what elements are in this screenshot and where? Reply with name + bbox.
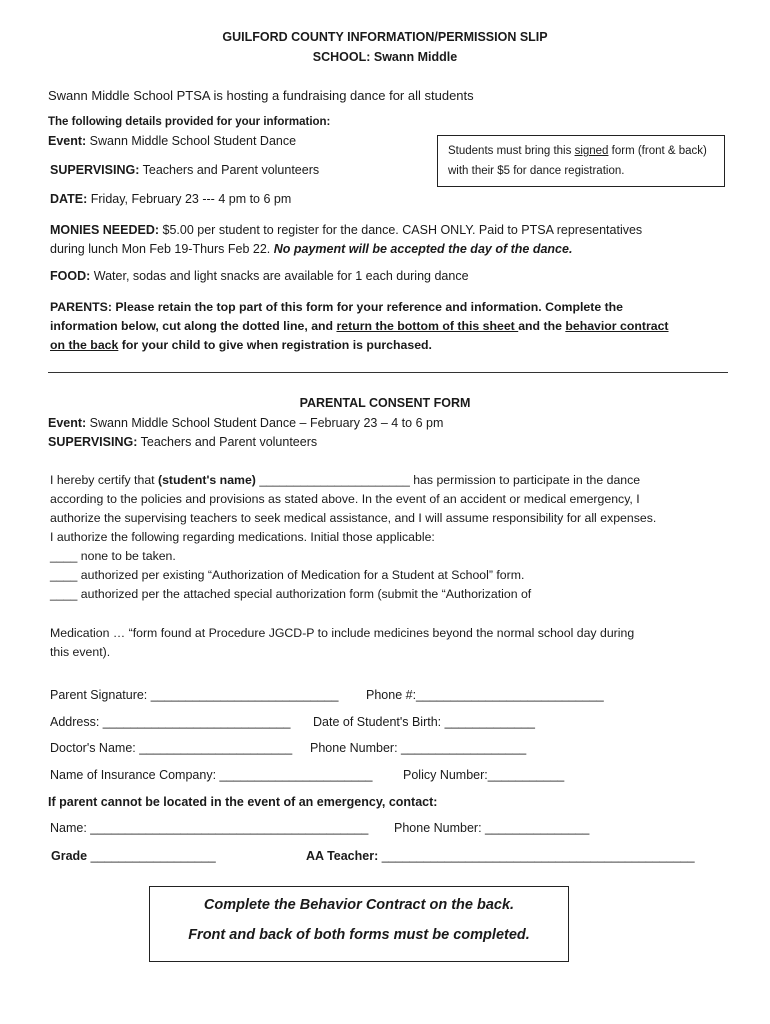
consent-paragraph bbox=[50, 471, 656, 604]
notice-box bbox=[437, 135, 725, 187]
supervising-label: SUPERVISING: bbox=[50, 163, 140, 177]
event-value: Swann Middle School Student Dance bbox=[86, 134, 297, 148]
consent-supervising-value: Teachers and Parent volunteers bbox=[137, 435, 318, 449]
parents-line2c: and the bbox=[518, 319, 566, 333]
parents-line3a: on the back bbox=[50, 338, 119, 352]
phone-field[interactable]: Phone #:___________________________ bbox=[366, 688, 604, 702]
insurance-company-field[interactable]: Name of Insurance Company: ______________________ bbox=[50, 768, 373, 782]
address-field[interactable]: Address: ___________________________ bbox=[50, 715, 291, 729]
monies-line1: $5.00 per student to register for the dance. CASH ONLY. Paid to PTSA representatives bbox=[159, 223, 643, 237]
aa-teacher-field[interactable] bbox=[306, 849, 695, 863]
supervising-value: Teachers and Parent volunteers bbox=[139, 163, 320, 177]
grade-label: Grade bbox=[51, 849, 88, 863]
footer-line2: Front and back of both forms must be completed. bbox=[188, 927, 530, 943]
consent-line4: I authorize the following regarding medications. Initial those applicable: bbox=[50, 530, 435, 544]
policy-number-field[interactable]: Policy Number:___________ bbox=[403, 768, 565, 782]
certify-student-label: (student's name) bbox=[158, 473, 256, 487]
notice-signed: signed bbox=[574, 145, 609, 157]
document-title: GUILFORD COUNTY INFORMATION/PERMISSION SLIP bbox=[222, 30, 548, 44]
date-line bbox=[50, 192, 291, 206]
monies-paragraph bbox=[50, 221, 642, 259]
parents-line2d: behavior contract bbox=[565, 319, 669, 333]
cut-divider bbox=[48, 372, 728, 373]
monies-line2: during lunch Mon Feb 19-Thurs Feb 22. bbox=[50, 242, 274, 256]
event-label: Event: bbox=[48, 134, 87, 148]
notice-text-end: form (front & back) with their $5 for dance registration. bbox=[448, 145, 707, 177]
food-value: Water, sodas and light snacks are available for 1 each during dance bbox=[90, 269, 469, 283]
medication-option-none[interactable]: ____ none to be taken. bbox=[50, 549, 176, 563]
notice-text: Students must bring this bbox=[448, 145, 575, 157]
emergency-name-field[interactable]: Name: ________________________________________ bbox=[50, 821, 369, 835]
doctor-name-field[interactable]: Doctor's Name: ______________________ bbox=[50, 741, 293, 755]
parent-signature-field[interactable]: Parent Signature: ___________________________ bbox=[50, 688, 339, 702]
parents-line2a: information below, cut along the dotted line, and bbox=[50, 319, 337, 333]
consent-supervising-label: SUPERVISING: bbox=[48, 435, 138, 449]
event-line bbox=[48, 134, 296, 148]
monies-label: MONIES NEEDED: bbox=[50, 223, 160, 237]
grade-field[interactable] bbox=[51, 849, 216, 863]
supervising-line bbox=[50, 163, 319, 177]
school-name: SCHOOL: Swann Middle bbox=[312, 50, 458, 64]
date-value: Friday, February 23 --- 4 pm to 6 pm bbox=[87, 192, 292, 206]
medication-line2: this event). bbox=[50, 645, 111, 659]
monies-warning: No payment will be accepted the day of the dance. bbox=[273, 242, 573, 256]
details-heading: The following details provided for your information: bbox=[48, 116, 331, 128]
parents-line3b: for your child to give when registration is purchased. bbox=[118, 338, 432, 352]
food-line bbox=[50, 269, 469, 283]
aa-teacher-blank[interactable]: _____________________________________________ bbox=[378, 849, 695, 863]
consent-title: PARENTAL CONSENT FORM bbox=[299, 396, 471, 410]
food-label: FOOD: bbox=[50, 269, 91, 283]
medication-paragraph bbox=[50, 624, 634, 662]
consent-event-label: Event: bbox=[48, 416, 87, 430]
consent-event-value: Swann Middle School Student Dance – February 23 – 4 to 6 pm bbox=[86, 416, 444, 430]
emergency-heading: If parent cannot be located in the event of an emergency, contact: bbox=[48, 795, 438, 809]
parents-line2b: return the bottom of this sheet bbox=[336, 319, 519, 333]
grade-blank[interactable]: __________________ bbox=[87, 849, 216, 863]
date-label: DATE: bbox=[50, 192, 88, 206]
certify-text-end: ______________________ has permission to participate in the dance bbox=[255, 473, 641, 487]
consent-line2: according to the policies and provisions as stated above. In the event of an accident or medical emergency, I bbox=[50, 492, 640, 506]
parents-line1: PARENTS: Please retain the top part of this form for your reference and information. Complete the bbox=[50, 300, 624, 314]
footer-notice-box bbox=[149, 886, 569, 962]
medication-line1: Medication … “form found at Procedure JGCD-P to include medicines beyond the normal school day during bbox=[50, 626, 635, 640]
consent-line3: authorize the supervising teachers to seek medical assistance, and I will assume responsibility for all expenses. bbox=[50, 511, 657, 525]
medication-option-attached[interactable]: ____ authorized per the attached special authorization form (submit the “Authorization of bbox=[50, 587, 532, 601]
certify-text: I hereby certify that bbox=[50, 473, 158, 487]
medication-option-existing[interactable]: ____ authorized per existing “Authorization of Medication for a Student at School” form. bbox=[50, 568, 525, 582]
footer-line1: Complete the Behavior Contract on the back. bbox=[203, 897, 515, 913]
emergency-phone-field[interactable]: Phone Number: _______________ bbox=[394, 821, 590, 835]
parents-paragraph bbox=[50, 298, 669, 355]
student-dob-field[interactable]: Date of Student's Birth: _____________ bbox=[313, 715, 535, 729]
aa-teacher-label: AA Teacher: bbox=[306, 849, 379, 863]
consent-header bbox=[48, 414, 443, 452]
doctor-phone-field[interactable]: Phone Number: __________________ bbox=[310, 741, 527, 755]
intro-text: Swann Middle School PTSA is hosting a fundraising dance for all students bbox=[48, 88, 474, 103]
